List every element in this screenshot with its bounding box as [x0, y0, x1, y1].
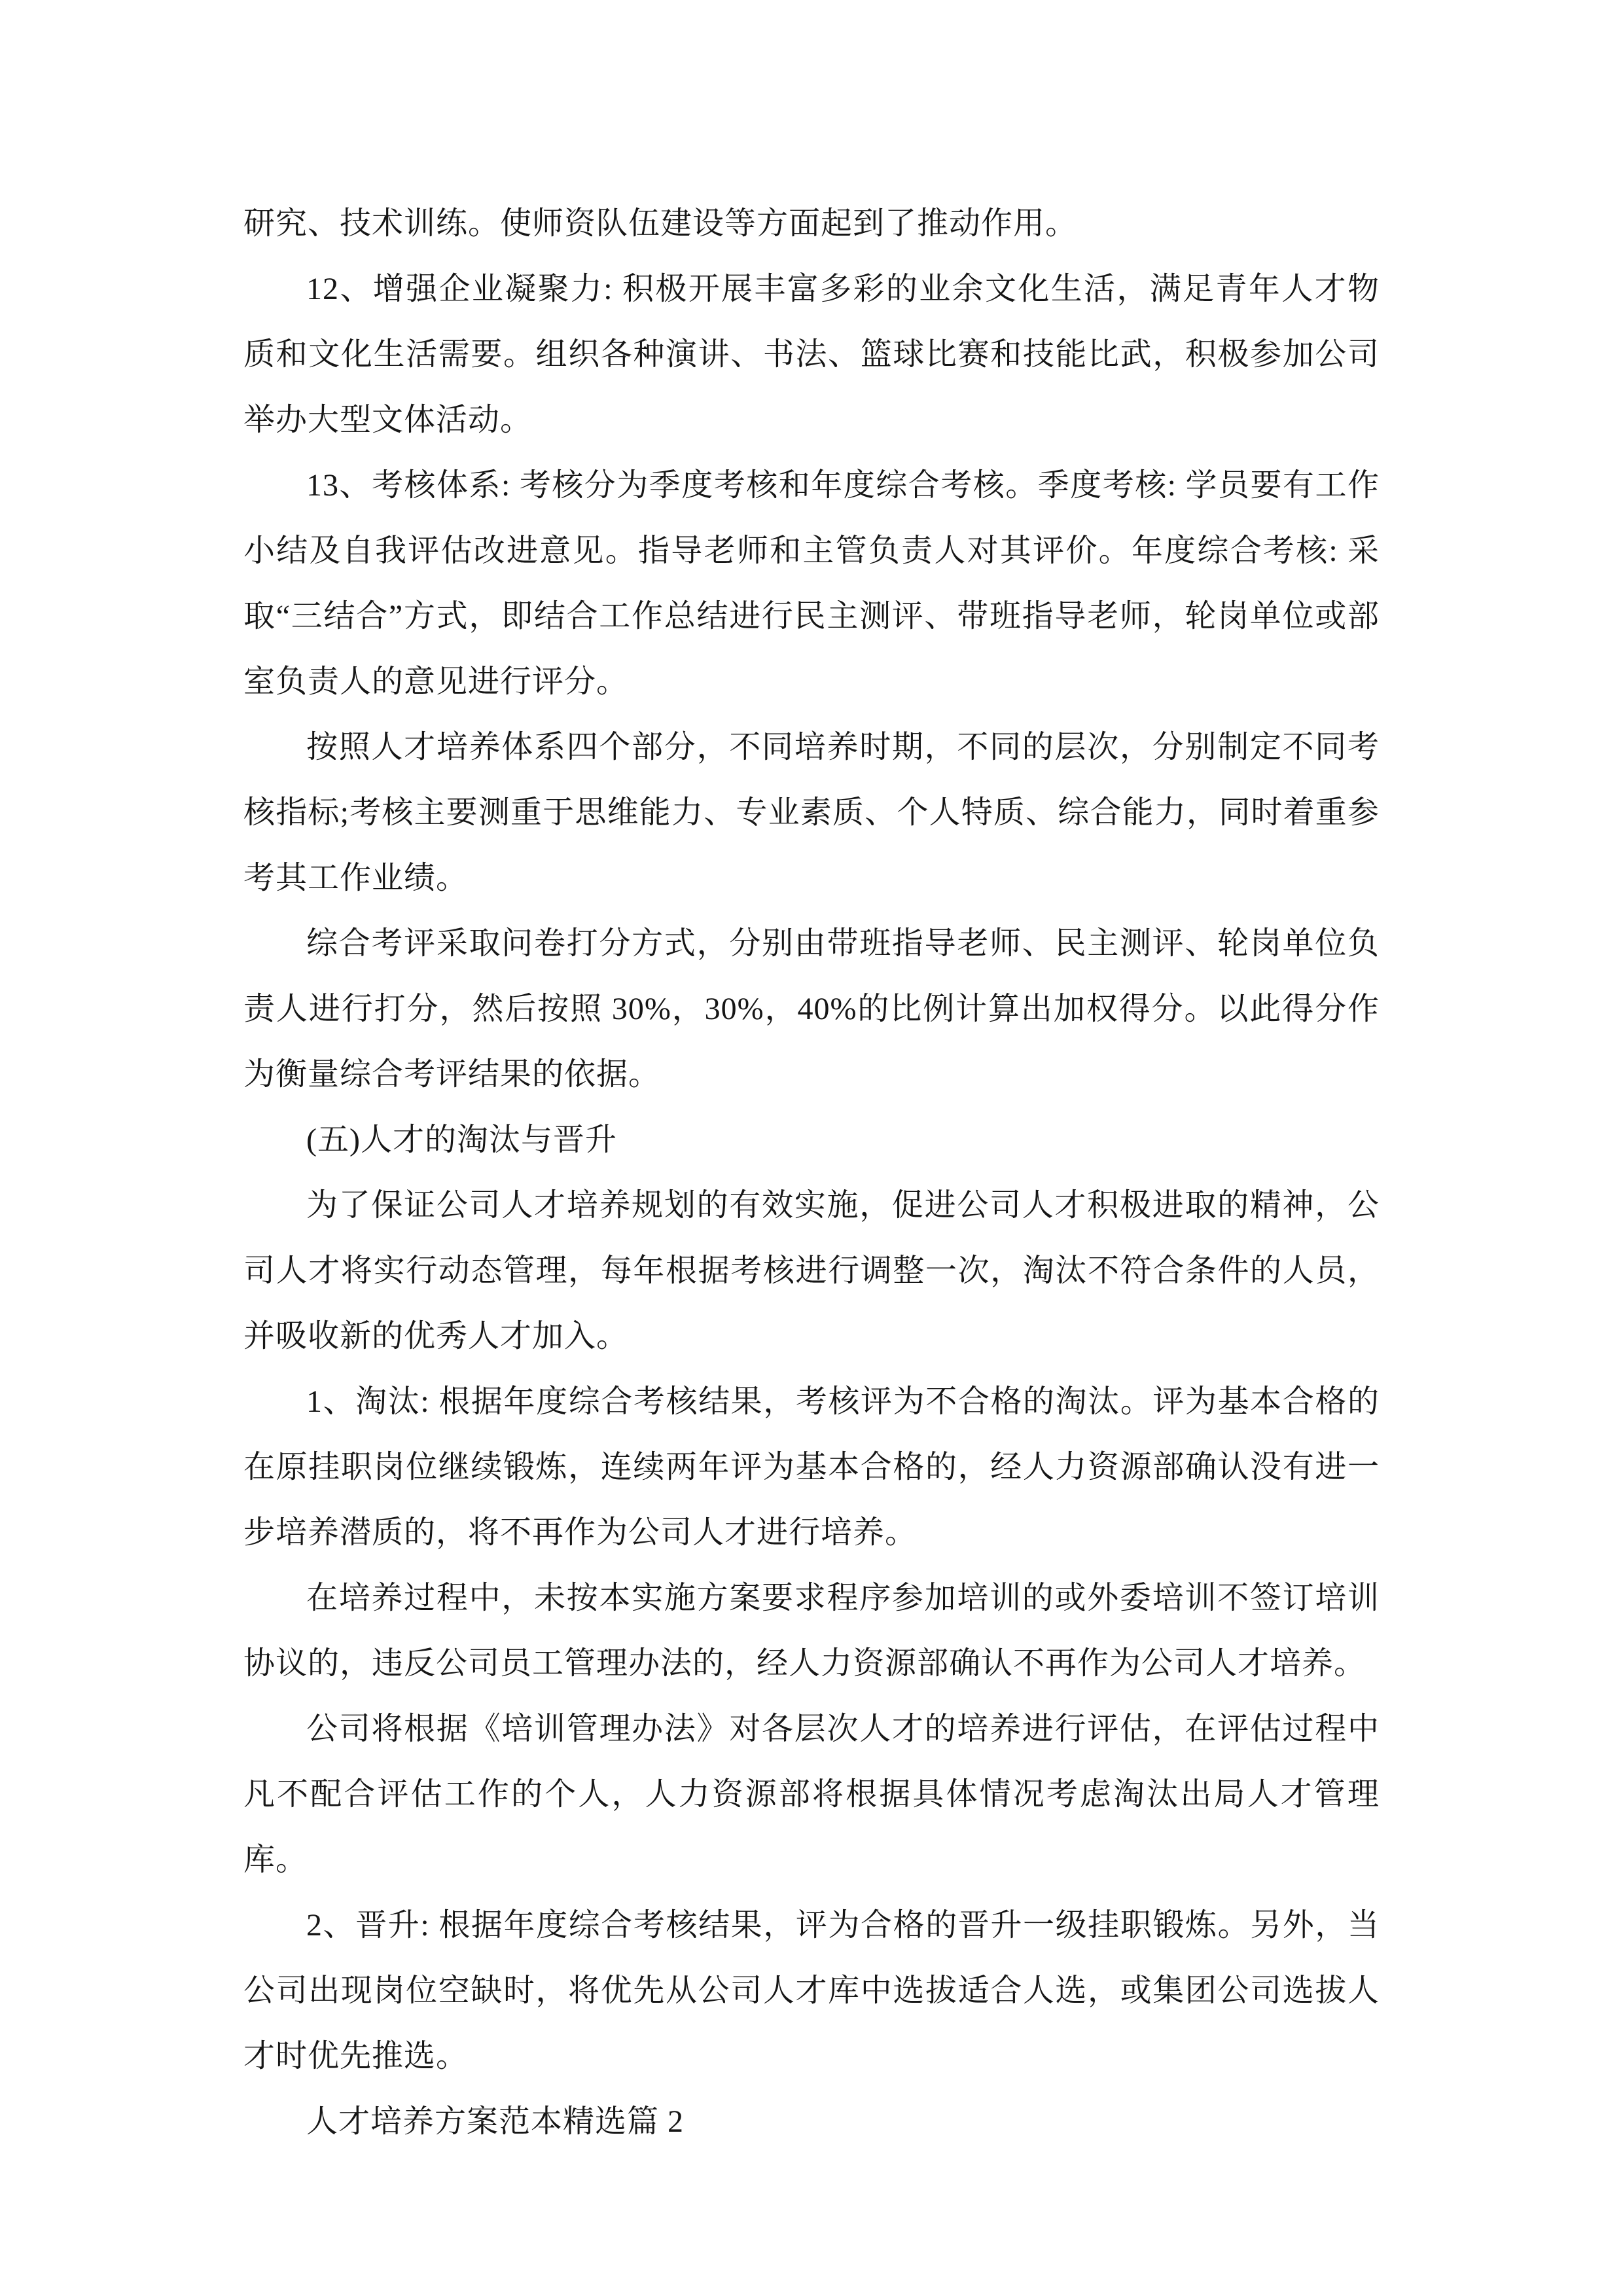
paragraph: 为了保证公司人才培养规划的有效实施，促进公司人才积极进取的精神，公司人才将实行动态管理，每年根据考核进行调整一次，淘汰不符合条件的人员，并吸收新的优秀人才加入。 [243, 1188, 1380, 1354]
paragraph: 研究、技术训练。使师资队伍建设等方面起到了推动作用。 [243, 206, 1078, 241]
section-heading: (五)人才的淘汰与晋升 [306, 1122, 617, 1157]
paragraph: 2、晋升: 根据年度综合考核结果，评为合格的晋升一级挂职锻炼。另外，当公司出现岗位空缺时，将优先从公司人才库中选拔适合人选，或集团公司选拔人才时优先推选。 [243, 1908, 1380, 2073]
document-body [243, 191, 1380, 2155]
paragraph: 公司将根据《培训管理办法》对各层次人才的培养进行评估，在评估过程中凡不配合评估工作的个人，人力资源部将根据具体情况考虑淘汰出局人才管理库。 [243, 1712, 1380, 1877]
paragraph: 按照人才培养体系四个部分，不同培养时期，不同的层次，分别制定不同考核指标;考核主要测重于思维能力、专业素质、个人特质、综合能力，同时着重参考其工作业绩。 [243, 730, 1380, 895]
paragraph: 12、增强企业凝聚力: 积极开展丰富多彩的业余文化生活，满足青年人才物质和文化生活需要。组织各种演讲、书法、篮球比赛和技能比武，积极参加公司举办大型文体活动。 [243, 272, 1380, 437]
paragraph: 1、淘汰: 根据年度综合考核结果，考核评为不合格的淘汰。评为基本合格的在原挂职岗位继续锻炼，连续两年评为基本合格的，经人力资源部确认没有进一步培养潜质的，将不再作为公司人才进行培养。 [243, 1384, 1380, 1550]
paragraph: 在培养过程中，未按本实施方案要求程序参加培训的或外委培训不签订培训协议的，违反公司员工管理办法的，经人力资源部确认不再作为公司人才培养。 [243, 1581, 1380, 1681]
paragraph: 13、考核体系: 考核分为季度考核和年度综合考核。季度考核: 学员要有工作小结及自我评估改进意见。指导老师和主管负责人对其评价。年度综合考核: 采取“三结合”方式，即结合工作总结进行民主测评、带班指导老师，轮岗单位或部室负责人的意见进行评分。 [243, 468, 1380, 699]
paragraph: 综合考评采取问卷打分方式，分别由带班指导老师、民主测评、轮岗单位负责人进行打分，然后按照 30%，30%，40%的比例计算出加权得分。以此得分作为衡量综合考评结果的依据。 [243, 926, 1380, 1092]
section-title: 人才培养方案范本精选篇 2 [306, 2104, 685, 2139]
